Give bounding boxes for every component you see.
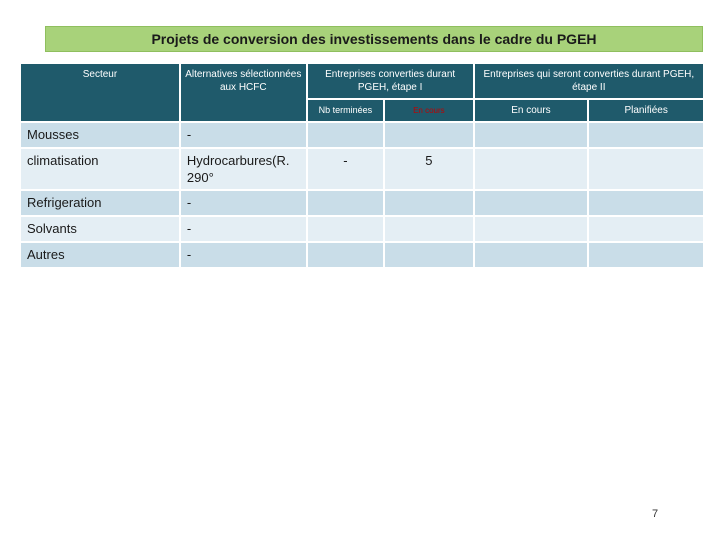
cell-sector: Refrigeration — [21, 191, 179, 215]
cell-sector: climatisation — [21, 149, 179, 189]
header-stage1-done: Nb terminées — [308, 100, 383, 121]
cell-alternative: - — [181, 191, 306, 215]
header-alternatives: Alternatives sélectionnées aux HCFC — [181, 64, 306, 121]
cell-s2-planned — [589, 217, 703, 241]
header-stage2: Entreprises qui seront converties durant PGEH, étape II — [475, 64, 703, 98]
cell-alternative: - — [181, 243, 306, 267]
investment-table — [19, 62, 705, 269]
cell-s2-inprogress — [475, 149, 588, 189]
table-row — [21, 217, 703, 241]
header-sector: Secteur — [21, 64, 179, 121]
cell-s2-planned — [589, 191, 703, 215]
header-stage2-planned: Planifiées — [589, 100, 703, 121]
table-row — [21, 243, 703, 267]
cell-s2-planned — [589, 123, 703, 147]
header-stage1-inprogress: En cours — [385, 100, 473, 121]
table-row — [21, 191, 703, 215]
page-number: 7 — [652, 508, 659, 520]
cell-s1-done — [308, 217, 383, 241]
cell-s2-inprogress — [475, 217, 588, 241]
cell-s2-planned — [589, 243, 703, 267]
cell-s1-done — [308, 243, 383, 267]
header-stage1: Entreprises converties durant PGEH, étape I — [308, 64, 473, 98]
header-stage2-inprogress: En cours — [475, 100, 588, 121]
cell-s2-inprogress — [475, 191, 588, 215]
cell-alternative: Hydrocarbures(R. 290° — [181, 149, 306, 189]
table-row — [21, 149, 703, 189]
cell-sector: Autres — [21, 243, 179, 267]
cell-sector: Mousses — [21, 123, 179, 147]
slide-title: Projets de conversion des investissements dans le cadre du PGEH — [45, 26, 703, 52]
cell-s1-done — [308, 191, 383, 215]
cell-s1-inprogress — [385, 123, 473, 147]
cell-s2-inprogress — [475, 123, 588, 147]
cell-s1-done — [308, 123, 383, 147]
cell-s1-inprogress — [385, 217, 473, 241]
cell-s2-inprogress — [475, 243, 588, 267]
cell-sector: Solvants — [21, 217, 179, 241]
cell-alternative: - — [181, 123, 306, 147]
cell-s1-inprogress — [385, 191, 473, 215]
cell-s2-planned — [589, 149, 703, 189]
cell-s1-done: - — [308, 149, 383, 189]
table-row — [21, 123, 703, 147]
cell-s1-inprogress — [385, 243, 473, 267]
cell-alternative: - — [181, 217, 306, 241]
cell-s1-inprogress: 5 — [385, 149, 473, 189]
